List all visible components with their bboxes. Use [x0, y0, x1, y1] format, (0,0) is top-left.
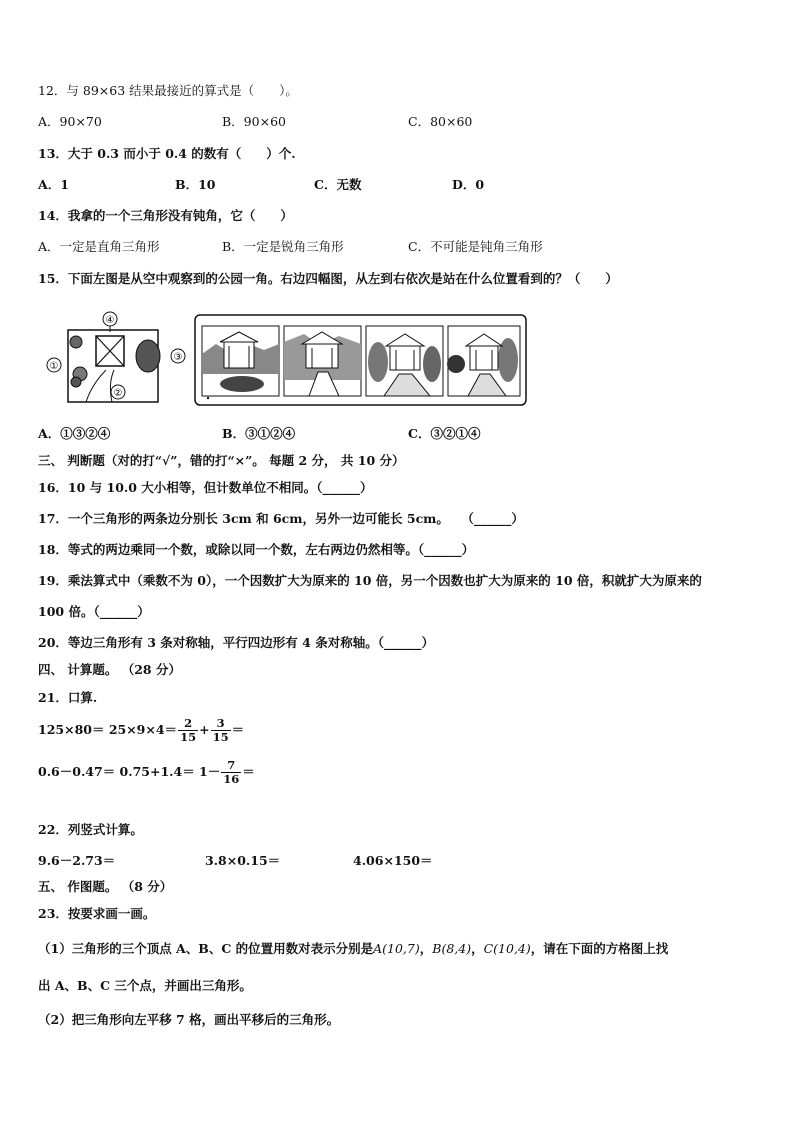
map-label-4: ④	[105, 315, 115, 326]
point-c-coord: C(10,4)	[483, 941, 531, 956]
q13-option-a[interactable]: A．1	[38, 177, 69, 192]
q15-option-b[interactable]: B．③①②④	[222, 426, 296, 441]
q13-stem: 13．大于 0.3 而小于 0.4 的数有（ ）个.	[38, 146, 296, 161]
q14-option-b[interactable]: B．一定是锐角三角形	[222, 239, 344, 254]
tree-1	[70, 336, 82, 348]
q18: 18．等式的两边乘同一个数，或除以同一个数，左右两边仍然相等。（______）	[38, 542, 475, 557]
q13-option-d[interactable]: D．0	[452, 177, 485, 192]
q21-row2	[38, 758, 255, 786]
map-label-1: ①	[49, 361, 59, 372]
q19-line1: 19．乘法算式中（乘数不为 0），一个因数扩大为原来的 10 倍，另一个因数也扩大为原来的 10 倍，积就扩大为原来的	[38, 573, 702, 588]
section3-heading: 三、 判断题（对的打“√”，错的打“×”。 每题 2 分， 共 10 分）	[38, 453, 405, 468]
q13-option-c[interactable]: C．无数	[314, 177, 362, 192]
q23-part1-line2: 出 A、B、C 三个点，并画出三角形。	[38, 978, 252, 993]
point-b-coord: B(8,4)	[432, 941, 472, 956]
view-3	[366, 326, 443, 396]
q23-title: 23．按要求画一画。	[38, 906, 156, 921]
q19-line2: 100 倍。（______）	[38, 604, 150, 619]
q23-part1-line1	[38, 941, 668, 957]
q21-fraction-3: $\frac{7}{16}$	[223, 758, 240, 786]
q22-item-1: 9.6－2.73＝	[38, 853, 116, 868]
view-2	[284, 326, 361, 396]
sep-1: ，	[419, 941, 433, 956]
q21-row1-eq: ＝	[231, 722, 245, 737]
q21-row2-eq: ＝	[242, 764, 255, 779]
q15-option-c[interactable]: C．③②①④	[408, 426, 481, 441]
q16: 16．10 与 10.0 大小相等，但计数单位不相同。（______）	[38, 480, 373, 495]
q21-title: 21．口算.	[38, 690, 98, 705]
point-a-coord: A(10,7)	[373, 941, 420, 956]
map-label-2: ②	[113, 388, 123, 399]
q23-part2: （2）把三角形向左平移 7 格，画出平移后的三角形。	[38, 1012, 340, 1027]
q14-option-c[interactable]: C．不可能是钝角三角形	[408, 239, 543, 254]
q20: 20．等边三角形有 3 条对称轴，平行四边形有 4 条对称轴。（______）	[38, 635, 434, 650]
q15-option-a[interactable]: A．①③②④	[38, 426, 111, 441]
q17: 17．一个三角形的两条边分别长 3cm 和 6cm，另外一边可能长 5cm。 （______）	[38, 511, 524, 526]
q12-option-c[interactable]: C．80×60	[408, 114, 473, 129]
four-views-figure	[194, 314, 527, 406]
q13-option-b[interactable]: B．10	[175, 177, 216, 192]
q15-stem: 15．下面左图是从空中观察到的公园一角。右边四幅图，从左到右依次是站在什么位置看到的？（ ）	[38, 271, 618, 286]
q21-fraction-2: $\frac{3}{15}$	[212, 716, 229, 744]
section5-heading: 五、 作图题。 （8 分）	[38, 879, 173, 894]
q12-option-b[interactable]: B．90×60	[222, 114, 286, 129]
q22-item-2: 3.8×0.15＝	[205, 853, 281, 868]
q21-plus: +	[199, 722, 210, 737]
view-1	[202, 326, 279, 396]
map-label-3: ③	[173, 352, 183, 363]
q14-option-a[interactable]: A．一定是直角三角形	[38, 239, 160, 254]
q14-stem: 14．我拿的一个三角形没有钝角，它（ ）	[38, 208, 293, 223]
q23-part1-text-end: ，请在下面的方格图上找	[530, 941, 669, 956]
section4-heading: 四、 计算题。 （28 分）	[38, 662, 181, 677]
q22-item-3: 4.06×150＝	[353, 853, 433, 868]
q21-row1-text: 125×80＝ 25×9×4＝	[38, 722, 178, 737]
sep-2: ，	[471, 941, 484, 956]
q12-stem: 12．与 89×63 结果最接近的算式是（ ）。	[38, 83, 298, 98]
pond	[136, 340, 160, 372]
q23-part1-text: （1）三角形的三个顶点 A、B、C 的位置用数对表示分别是	[38, 941, 374, 956]
park-map-figure	[46, 310, 188, 406]
q12-option-a[interactable]: A．90×70	[38, 114, 102, 129]
q21-row1	[38, 716, 244, 744]
view-4	[447, 326, 520, 396]
q22-title: 22．列竖式计算。	[38, 822, 143, 837]
q21-row2-text: 0.6－0.47＝ 0.75+1.4＝ 1－	[38, 764, 221, 779]
q21-fraction-1: $\frac{2}{15}$	[180, 716, 197, 744]
